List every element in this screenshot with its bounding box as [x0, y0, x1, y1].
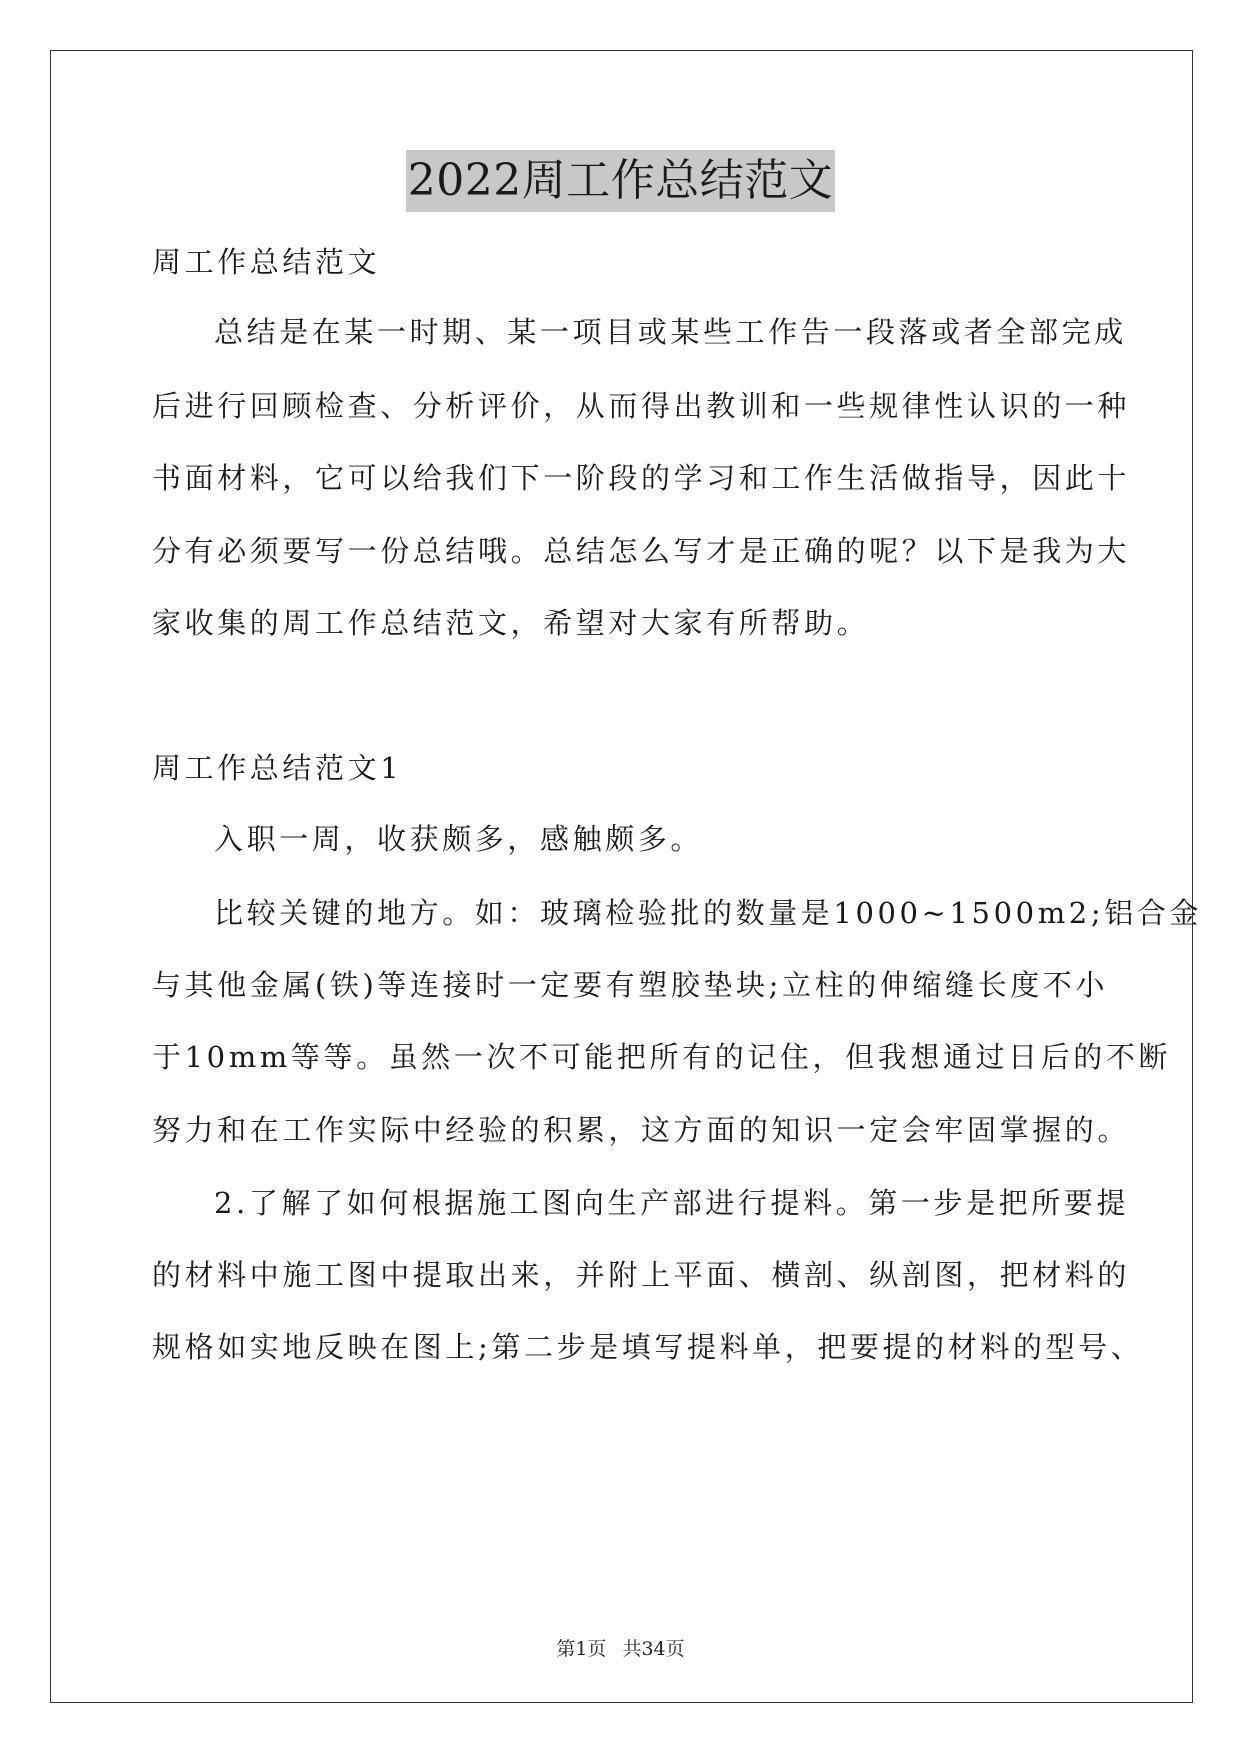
- paragraph-line: 规格如实地反映在图上;第二步是填写提料单，把要提的材料的型号、: [152, 1330, 1144, 1364]
- paragraph-line: 后进行回顾检查、分析评价，从而得出教训和一些规律性认识的一种: [152, 389, 1131, 423]
- paragraph-line: 2.了解了如何根据施工图向生产部进行提料。第一步是把所要提: [214, 1186, 1130, 1220]
- paragraph-line: 书面材料，它可以给我们下一阶段的学习和工作生活做指导，因此十: [152, 461, 1131, 495]
- section-heading: 周工作总结范文: [152, 245, 381, 279]
- paragraph-line: 总结是在某一时期、某一项目或某些工作告一段落或者全部完成: [214, 315, 1127, 349]
- paragraph-line: 比较关键的地方。如：玻璃检验批的数量是1000~1500m2;铝合金: [214, 896, 1203, 930]
- paragraph-line: 家收集的周工作总结范文，希望对大家有所帮助。: [152, 606, 870, 640]
- paragraph-line: 与其他金属(铁)等连接时一定要有塑胶垫块;立柱的伸缩缝长度不小: [152, 968, 1108, 1002]
- section-heading: 周工作总结范文1: [152, 751, 403, 785]
- document-title: 2022周工作总结范文: [406, 150, 835, 212]
- paragraph-line: 的材料中施工图中提取出来，并附上平面、横剖、纵剖图，把材料的: [152, 1258, 1131, 1292]
- page-border: [50, 50, 1193, 1703]
- page-footer: 第1页 共34页: [556, 1638, 685, 1660]
- paragraph-line: 入职一周，收获颇多，感触颇多。: [214, 822, 704, 856]
- title-wrap: [0, 150, 1241, 212]
- paragraph-line: 分有必须要写一份总结哦。总结怎么写才是正确的呢？以下是我为大: [152, 534, 1131, 568]
- paragraph-line: 努力和在工作实际中经验的积累，这方面的知识一定会牢固掌握的。: [152, 1113, 1131, 1147]
- paragraph-line: 于10mm等等。虽然一次不可能把所有的记住，但我想通过日后的不断: [152, 1040, 1172, 1074]
